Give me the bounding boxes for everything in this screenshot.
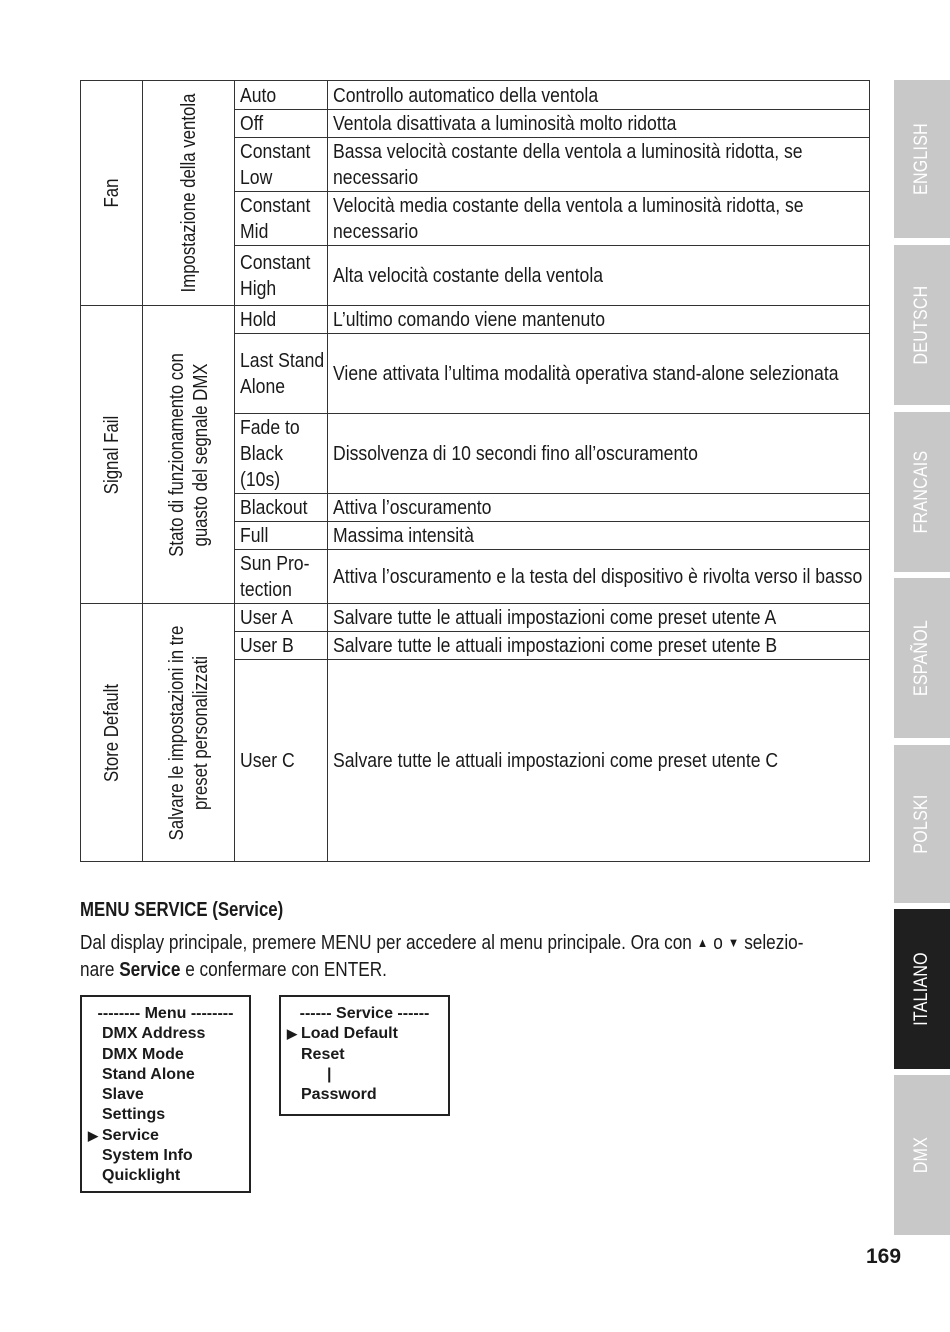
group-subtitle-cell [143, 604, 235, 862]
option-label: Sun Pro-tection [240, 553, 310, 601]
option-label: Blackout [240, 497, 308, 519]
menu-item[interactable] [82, 1045, 249, 1065]
option-description: Salvare tutte le attuali impostazioni come preset utente B [333, 635, 778, 657]
option-label: User B [240, 635, 294, 657]
option-cell [235, 334, 328, 414]
service-item-label: Load Default [301, 1025, 398, 1043]
table-row [81, 604, 870, 632]
tab-label: POLSKI [911, 794, 932, 854]
option-label: Auto [240, 84, 277, 107]
settings-table [80, 80, 870, 862]
paragraph-line-2 [80, 957, 387, 984]
option-cell [235, 138, 328, 192]
menu-item-label: DMX Address [102, 1025, 206, 1043]
description-cell [328, 334, 870, 414]
separator-bar [281, 1065, 448, 1085]
tab-dmx[interactable] [894, 1075, 950, 1235]
tab-label: DEUTSCH [911, 285, 932, 365]
option-description: Attiva l’oscuramento [333, 497, 492, 519]
option-label: Fade to Black (10s) [240, 417, 300, 491]
option-label: User A [240, 607, 293, 629]
option-description: Salvare tutte le attuali impostazioni come preset utente A [333, 607, 777, 629]
group-name-cell [81, 81, 143, 306]
description-cell [328, 192, 870, 246]
tab-label: DMX [911, 1136, 932, 1174]
menu-item-label: Service [102, 1126, 159, 1144]
option-cell [235, 632, 328, 660]
paragraph-text: e confermare con ENTER. [185, 959, 387, 981]
service-display-header: ------ Service ------ [299, 1005, 430, 1022]
group-subtitle-cell [143, 306, 235, 604]
option-description: Massima intensità [333, 525, 474, 547]
menu-item[interactable] [82, 1105, 249, 1125]
option-label: Constant High [240, 252, 311, 300]
paragraph-text: selezio- [744, 932, 804, 954]
group-subtitle-line: guasto del segnale DMX [189, 362, 212, 547]
option-label: User C [240, 750, 295, 772]
group-subtitle [165, 353, 213, 557]
option-description: Viene attivata l’ultima modalità operativa stand-alone selezionata [333, 363, 839, 385]
menu-item[interactable] [82, 1146, 249, 1166]
menu-item[interactable] [82, 1024, 249, 1044]
option-label: Constant Low [240, 141, 311, 189]
service-display [279, 995, 450, 1116]
option-label: Last Stand Alone [240, 350, 325, 398]
paragraph-bold-word: Service [119, 959, 181, 981]
menu-item-label: System Info [102, 1147, 193, 1165]
description-cell [328, 110, 870, 138]
option-description: Bassa velocità costante della ventola a luminosità ridotta, se necessario [333, 141, 803, 189]
table-row [81, 306, 870, 334]
option-description: Ventola disattivata a luminosità molto ridotta [333, 113, 677, 135]
section-heading [80, 899, 322, 922]
pointer-arrow-icon: ▶ [88, 1127, 98, 1143]
service-item-label: Password [301, 1086, 377, 1104]
description-cell [328, 138, 870, 192]
option-label: Hold [240, 309, 277, 331]
option-cell [235, 110, 328, 138]
option-cell [235, 81, 328, 110]
description-cell [328, 246, 870, 306]
option-cell [235, 494, 328, 522]
separator-bar-glyph: | [327, 1065, 332, 1083]
group-name-cell [81, 604, 143, 862]
menu-item-selected[interactable] [82, 1126, 249, 1146]
tab-espanol[interactable] [894, 578, 950, 738]
arrow-down-icon: ▼ [727, 935, 740, 950]
menu-item-label: Settings [102, 1106, 166, 1124]
service-item-label: Reset [301, 1045, 345, 1063]
group-name: Signal Fail [100, 415, 123, 494]
description-cell [328, 414, 870, 494]
tab-italiano[interactable] [894, 909, 950, 1069]
tab-label: ITALIANO [911, 952, 932, 1026]
tab-francais[interactable] [894, 412, 950, 572]
tab-polski[interactable] [894, 745, 950, 903]
menu-item[interactable] [82, 1065, 249, 1085]
group-subtitle-cell [143, 81, 235, 306]
option-description: Attiva l’oscuramento e la testa del dispositivo è rivolta verso il basso [333, 566, 863, 588]
option-cell [235, 246, 328, 306]
description-cell [328, 604, 870, 632]
option-description: Alta velocità costante della ventola [333, 265, 604, 287]
service-item-selected[interactable] [281, 1024, 448, 1044]
arrow-up-icon: ▲ [696, 935, 709, 950]
paragraph-line-1 [80, 929, 803, 957]
paragraph-text: Dal display principale, premere MENU per accedere al menu principale. Ora con [80, 932, 692, 954]
pointer-arrow-icon: ▶ [287, 1026, 297, 1042]
option-label: Constant Mid [240, 195, 311, 243]
option-cell [235, 522, 328, 550]
option-label: Full [240, 525, 269, 547]
group-name: Store Default [100, 683, 123, 782]
group-subtitle-line: preset personalizzati [189, 655, 212, 810]
option-description: L’ultimo comando viene mantenuto [333, 309, 606, 331]
group-name: Fan [100, 178, 123, 208]
option-label: Off [240, 113, 264, 135]
option-cell [235, 306, 328, 334]
menu-item[interactable] [82, 1085, 249, 1105]
menu-item-label: DMX Mode [102, 1045, 184, 1063]
description-cell [328, 494, 870, 522]
menu-display [80, 995, 251, 1193]
paragraph-text: o [713, 932, 723, 954]
option-description: Salvare tutte le attuali impostazioni come preset utente C [333, 750, 779, 772]
group-subtitle-line: Stato di funzionamento con [165, 352, 188, 557]
section-paragraph [80, 929, 950, 984]
option-cell [235, 604, 328, 632]
option-description: Controllo automatico della ventola [333, 84, 599, 107]
description-cell [328, 632, 870, 660]
option-cell [235, 414, 328, 494]
menu-item[interactable] [82, 1166, 249, 1186]
group-subtitle [165, 625, 213, 840]
tab-label: ESPAÑOL [911, 620, 932, 696]
menu-item-label: Quicklight [102, 1167, 181, 1185]
tab-label: ENGLISH [911, 123, 932, 195]
page-number: 169 [866, 1245, 902, 1268]
menu-display-header: -------- Menu -------- [97, 1005, 234, 1022]
paragraph-text: nare [80, 959, 115, 981]
option-cell [235, 660, 328, 862]
menu-item-label: Stand Alone [102, 1065, 195, 1083]
tab-english[interactable] [894, 80, 950, 238]
option-description: Velocità media costante della ventola a luminosità ridotta, se necessario [333, 195, 804, 243]
tab-label: FRANCAIS [911, 450, 932, 534]
description-cell [328, 522, 870, 550]
description-cell [328, 306, 870, 334]
service-item[interactable] [281, 1085, 448, 1105]
section-heading-text: MENU SERVICE (Service) [80, 899, 284, 921]
menu-item-label: Slave [102, 1086, 144, 1104]
description-cell [328, 660, 870, 862]
tab-deutsch[interactable] [894, 245, 950, 405]
table-row [81, 81, 870, 110]
option-description: Dissolvenza di 10 secondi fino all’oscuramento [333, 443, 698, 465]
group-name-cell [81, 306, 143, 604]
description-cell [328, 81, 870, 110]
service-item[interactable] [281, 1045, 448, 1065]
group-subtitle: Impostazione della ventola [177, 93, 200, 293]
group-subtitle-line: Salvare le impostazioni in tre [165, 625, 188, 840]
option-cell [235, 192, 328, 246]
option-cell [235, 550, 328, 604]
description-cell [328, 550, 870, 604]
